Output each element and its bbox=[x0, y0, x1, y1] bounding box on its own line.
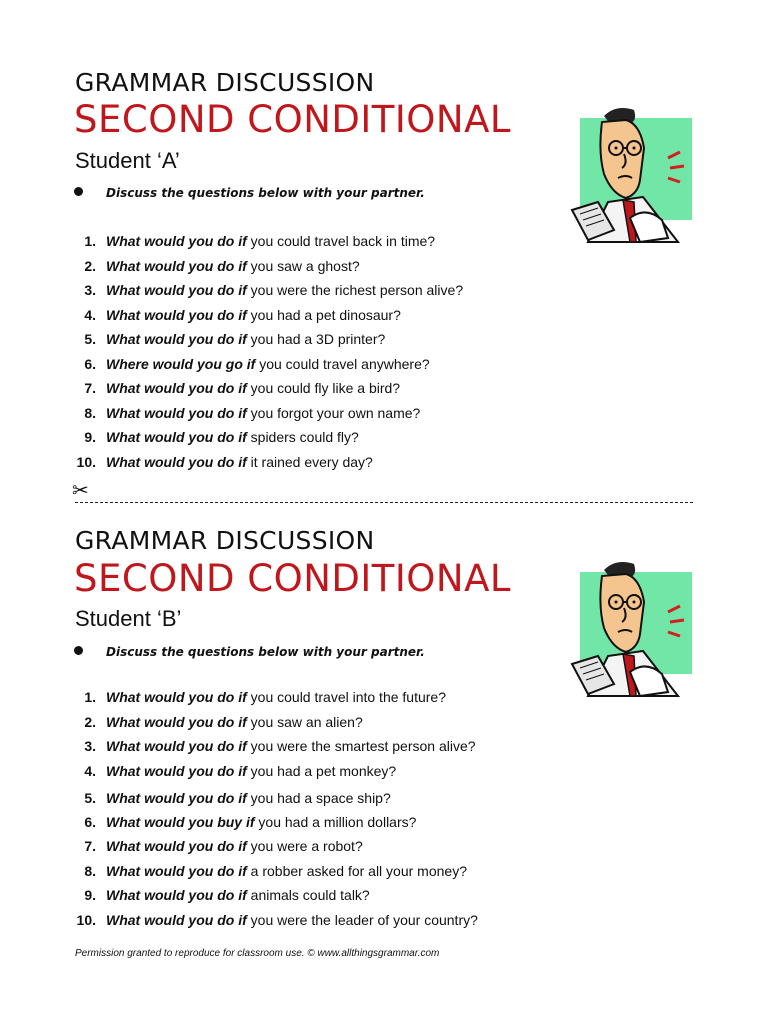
question-number: 1. bbox=[84, 689, 96, 705]
question-lead: What would you do if bbox=[106, 863, 247, 879]
question-rest: you could travel into the future? bbox=[246, 689, 446, 705]
question-rest: you were the richest person alive? bbox=[246, 282, 464, 298]
section-kicker: GRAMMAR DISCUSSION bbox=[75, 68, 375, 97]
question-number: 8. bbox=[84, 863, 96, 879]
question-lead: What would you do if bbox=[106, 282, 247, 298]
question-text bbox=[106, 862, 467, 880]
question-rest: you saw a ghost? bbox=[246, 257, 360, 274]
question-lead: What would you do if bbox=[106, 404, 247, 421]
question-text bbox=[106, 453, 373, 471]
question-lead: What would you do if bbox=[106, 429, 247, 445]
question-number: 9. bbox=[84, 429, 96, 445]
question-number: 3. bbox=[84, 738, 96, 754]
question-number: 2. bbox=[84, 257, 96, 274]
question-lead: What would you do if bbox=[106, 738, 247, 754]
cut-line-divider bbox=[75, 502, 693, 503]
question-lead: What would you do if bbox=[106, 790, 247, 806]
question-text bbox=[106, 404, 420, 422]
question-text bbox=[106, 789, 391, 807]
question-rest: you had a pet monkey? bbox=[246, 763, 397, 779]
teacher-illustration bbox=[568, 102, 694, 244]
question-rest: animals could talk? bbox=[246, 887, 370, 903]
question-number: 7. bbox=[84, 380, 96, 396]
question-lead: What would you do if bbox=[106, 380, 247, 396]
instruction-text: Discuss the questions below with your partner. bbox=[106, 645, 425, 659]
question-rest: you could travel back in time? bbox=[246, 233, 436, 249]
question-rest: you were the smartest person alive? bbox=[246, 738, 476, 754]
question-text bbox=[106, 762, 396, 780]
question-number: 5. bbox=[84, 331, 96, 347]
teacher-illustration bbox=[568, 556, 694, 698]
question-rest: you could fly like a bird? bbox=[246, 380, 401, 396]
question-text bbox=[106, 306, 401, 324]
question-lead: What would you do if bbox=[106, 714, 247, 730]
section-title: SECOND CONDITIONAL bbox=[74, 98, 512, 141]
question-text bbox=[106, 330, 385, 348]
question-rest: you were a robot? bbox=[246, 838, 363, 854]
question-lead: What would you do if bbox=[106, 233, 247, 249]
question-rest: spiders could fly? bbox=[246, 429, 359, 445]
scissors-icon: ✂ bbox=[72, 480, 89, 502]
question-text bbox=[106, 232, 435, 250]
question-rest: you were the leader of your country? bbox=[246, 912, 478, 928]
instruction-text: Discuss the questions below with your partner. bbox=[106, 186, 425, 200]
question-text bbox=[106, 257, 360, 275]
question-lead: What would you do if bbox=[106, 689, 247, 705]
question-number: 5. bbox=[84, 790, 96, 806]
question-number: 4. bbox=[84, 306, 96, 323]
question-lead: What would you do if bbox=[106, 912, 247, 928]
question-number: 2. bbox=[84, 714, 96, 730]
question-text bbox=[106, 688, 446, 706]
question-number: 10. bbox=[76, 453, 96, 470]
question-rest: you had a 3D printer? bbox=[246, 331, 386, 347]
question-text bbox=[106, 911, 478, 929]
question-lead: Where would you go if bbox=[106, 355, 256, 372]
question-rest: you had a space ship? bbox=[246, 790, 391, 806]
question-rest: a robber asked for all your money? bbox=[246, 863, 467, 879]
question-rest: you had a million dollars? bbox=[254, 814, 417, 830]
question-lead: What would you do if bbox=[106, 306, 247, 323]
question-rest: you could travel anywhere? bbox=[255, 355, 430, 372]
question-rest: you forgot your own name? bbox=[246, 404, 421, 421]
question-number: 1. bbox=[84, 233, 96, 249]
question-text bbox=[106, 379, 400, 397]
question-text bbox=[106, 886, 370, 904]
bullet-icon bbox=[74, 646, 83, 655]
student-label: Student ‘B’ bbox=[75, 606, 182, 631]
question-rest: you had a pet dinosaur? bbox=[246, 306, 401, 323]
question-text bbox=[106, 813, 416, 831]
question-text bbox=[106, 281, 463, 299]
question-number: 9. bbox=[84, 887, 96, 903]
question-text bbox=[106, 737, 476, 755]
question-lead: What would you do if bbox=[106, 838, 247, 854]
section-kicker: GRAMMAR DISCUSSION bbox=[75, 526, 375, 555]
question-lead: What would you do if bbox=[106, 763, 247, 779]
footer-permission: Permission granted to reproduce for classroom use. © www.allthingsgrammar.com bbox=[75, 948, 440, 959]
question-text bbox=[106, 837, 363, 855]
bullet-icon bbox=[74, 187, 83, 196]
section-title: SECOND CONDITIONAL bbox=[74, 557, 512, 600]
question-lead: What would you do if bbox=[106, 887, 247, 903]
question-number: 7. bbox=[84, 838, 96, 854]
question-text bbox=[106, 355, 430, 373]
question-number: 6. bbox=[84, 814, 96, 830]
question-lead: What would you do if bbox=[106, 331, 247, 347]
question-number: 8. bbox=[84, 404, 96, 421]
student-label: Student ‘A’ bbox=[75, 148, 180, 173]
question-number: 10. bbox=[76, 912, 96, 928]
question-lead: What would you buy if bbox=[106, 814, 255, 830]
question-rest: you saw an alien? bbox=[246, 714, 363, 730]
question-number: 3. bbox=[84, 282, 96, 298]
question-text bbox=[106, 428, 359, 446]
question-text bbox=[106, 713, 363, 731]
question-number: 6. bbox=[84, 355, 96, 372]
question-lead: What would you do if bbox=[106, 257, 247, 274]
question-rest: it rained every day? bbox=[246, 453, 373, 470]
question-lead: What would you do if bbox=[106, 453, 247, 470]
question-number: 4. bbox=[84, 763, 96, 779]
